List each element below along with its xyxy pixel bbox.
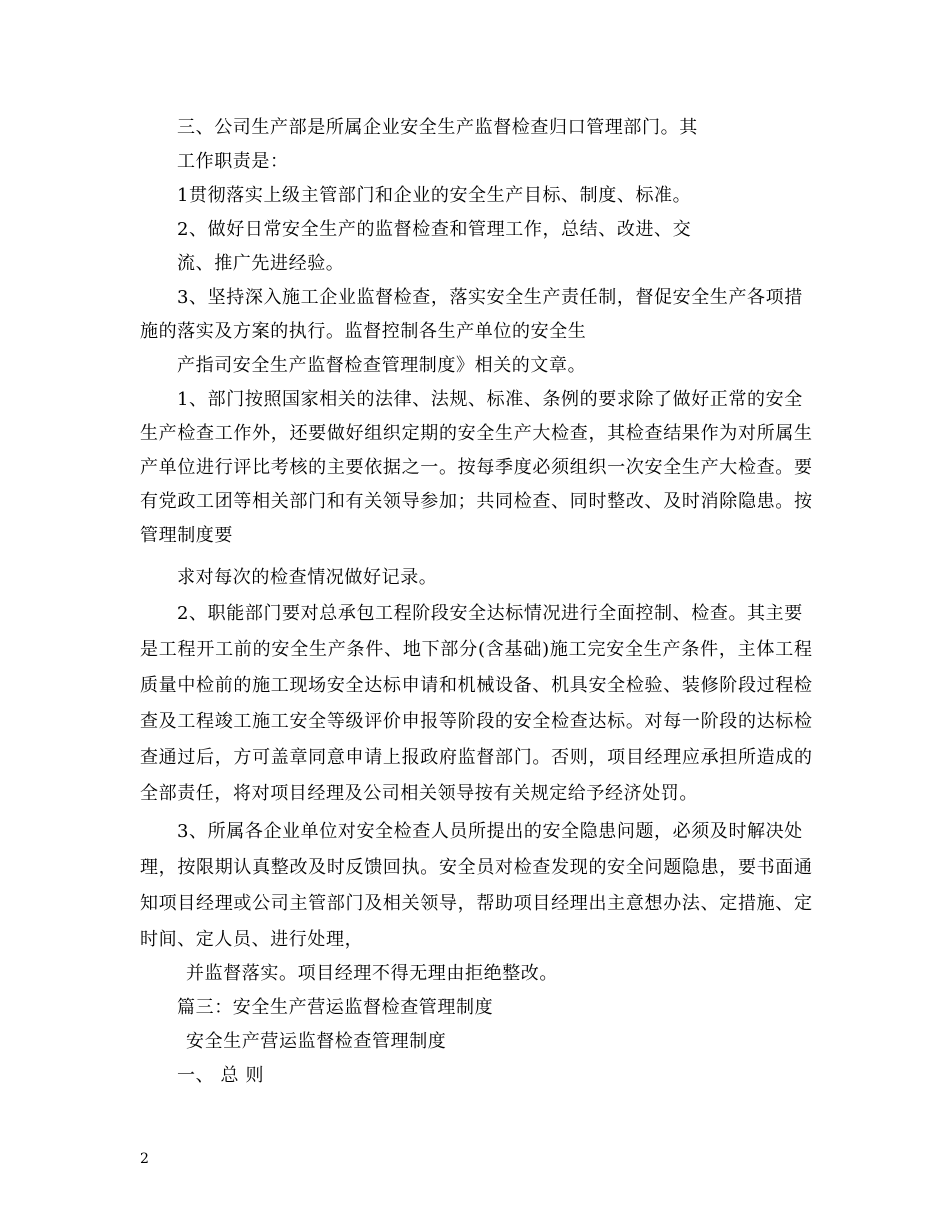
page-number: 2 bbox=[140, 1151, 149, 1167]
text-line: 工作职责是： bbox=[177, 151, 289, 172]
chapter-heading: 一、 总 则 bbox=[177, 1065, 265, 1086]
text-line: 1贯彻落实上级主管部门和企业的安全生产目标、制度、标准。 bbox=[177, 185, 692, 206]
text-line: 1、部门按照国家相关的法律、法规、标准、条例的要求除了做好正常的安全 bbox=[177, 389, 803, 410]
text-line: 产指司安全生产监督检查管理制度》相关的文章。 bbox=[177, 355, 587, 376]
text-line: 并监督落实。项目经理不得无理由拒绝整改。 bbox=[186, 963, 558, 984]
text-line: 求对每次的检查情况做好记录。 bbox=[177, 567, 438, 588]
text-line: 2、做好日常安全生产的监督检查和管理工作，总结、改进、交 bbox=[177, 219, 692, 240]
text-line: 产单位进行评比考核的主要依据之一。按每季度必须组织一次安全生产大检查。要 bbox=[140, 457, 812, 478]
text-line: 时间、定人员、进行处理， bbox=[140, 929, 364, 950]
text-line: 是工程开工前的安全生产条件、地下部分(含基础)施工完安全生产条件，主体工程 bbox=[140, 639, 812, 660]
section-subheading: 安全生产营运监督检查管理制度 bbox=[186, 1031, 447, 1052]
text-line: 质量中检前的施工现场安全达标申请和机械设备、机具安全检验、装修阶段过程检 bbox=[140, 675, 812, 696]
text-line: 2、职能部门要对总承包工程阶段安全达标情况进行全面控制、检查。其主要 bbox=[177, 603, 803, 624]
text-line: 知项目经理或公司主管部门及相关领导，帮助项目经理出主意想办法、定措施、定 bbox=[140, 893, 812, 914]
text-line: 有党政工团等相关部门和有关领导参加；共同检查、同时整改、及时消除隐患。按 bbox=[140, 491, 812, 512]
text-line: 理，按限期认真整改及时反馈回执。安全员对检查发现的安全问题隐患，要书面通 bbox=[140, 857, 812, 878]
text-line: 查通过后，方可盖章同意申请上报政府监督部门。否则，项目经理应承担所造成的 bbox=[140, 747, 812, 768]
text-line: 生产检查工作外，还要做好组织定期的安全生产大检查，其检查结果作为对所属生 bbox=[140, 423, 812, 444]
section-heading: 篇三：安全生产营运监督检查管理制度 bbox=[177, 997, 494, 1018]
text-line: 全部责任，将对项目经理及公司相关领导按有关规定给予经济处罚。 bbox=[140, 783, 698, 804]
text-line: 查及工程竣工施工安全等级评价申报等阶段的安全检查达标。对每一阶段的达标检 bbox=[140, 711, 812, 732]
text-line: 三、公司生产部是所属企业安全生产监督检查归口管理部门。其 bbox=[177, 117, 698, 138]
text-line: 施的落实及方案的执行。监督控制各生产单位的安全生 bbox=[140, 321, 587, 342]
text-line: 管理制度要 bbox=[140, 525, 233, 546]
text-line: 流、推广先进经验。 bbox=[177, 253, 345, 274]
text-line: 3、坚持深入施工企业监督检查，落实安全生产责任制，督促安全生产各项措 bbox=[177, 287, 803, 308]
text-line: 3、所属各企业单位对安全检查人员所提出的安全隐患问题，必须及时解决处 bbox=[177, 821, 803, 842]
